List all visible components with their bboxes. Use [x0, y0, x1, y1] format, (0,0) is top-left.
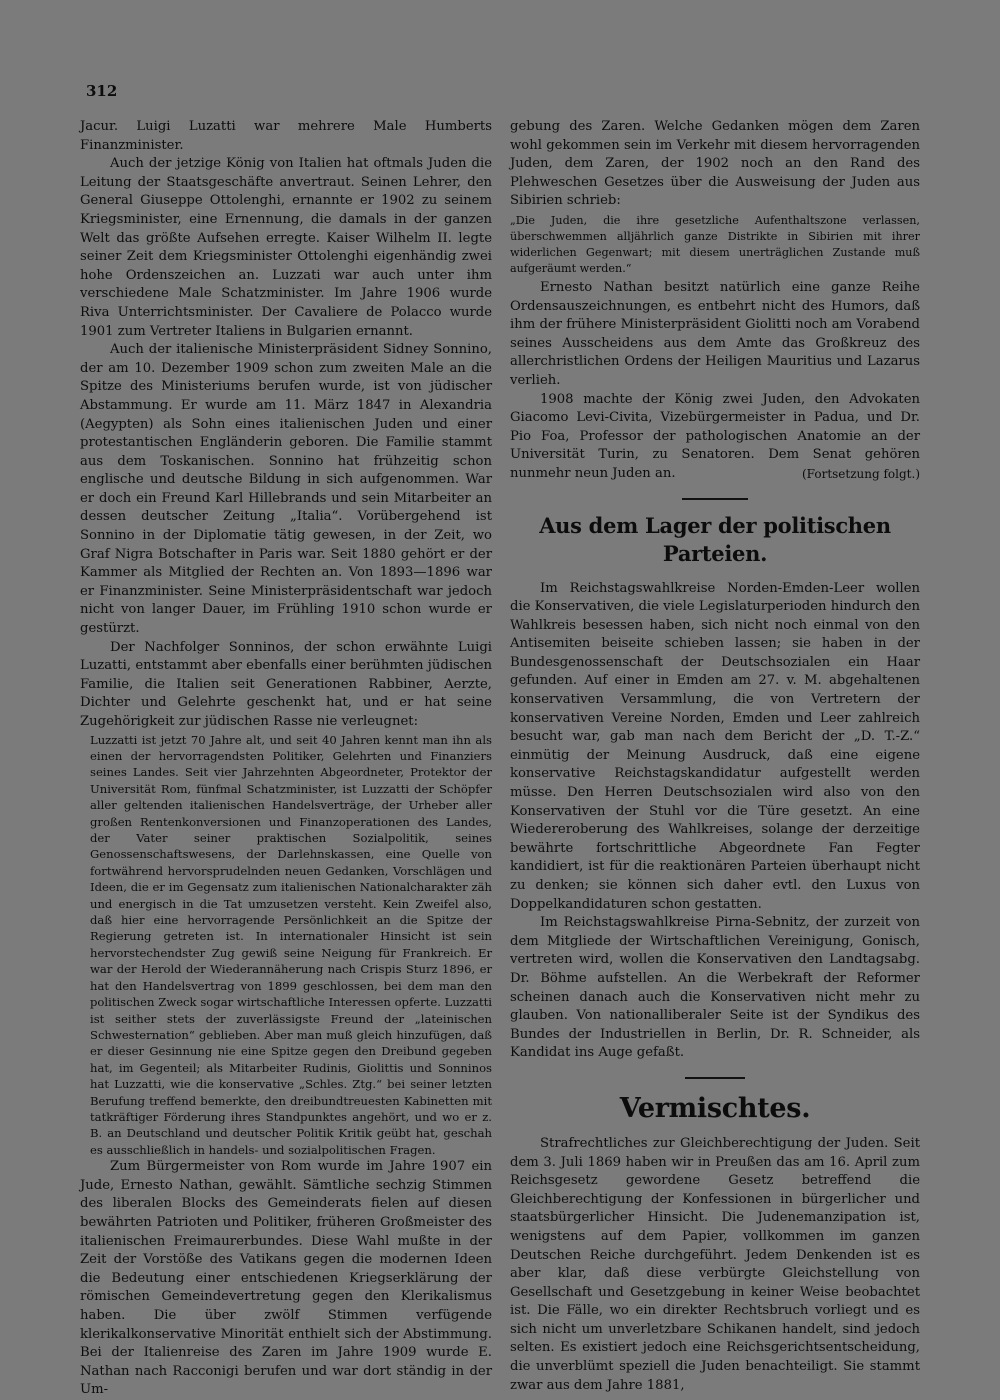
- left-column: [80, 118, 492, 1400]
- continued-note: (Fortsetzung folgt.): [802, 466, 920, 481]
- paragraph: Auch der jetzige König von Italien hat oftmals Juden die Leitung der Staatsgeschäfte anvertraut. Seinen Lehrer, den General Giuseppe Ottolenghi, ernannte er 1902 zu seinem Kriegsminister, eine Ernennung, die damals in der ganzen Welt das größte Aufsehen erregte. Kaiser Wilhelm II. legte seiner Zeit dem Kriegsminister Ottolenghi eigenhändig zwei hohe Ordenszeichen an. Luzzati war auch unter ihm verschiedene Male Schatzminister. Im Jahre 1906 wurde Riva Unterrichtsminister. Der Cavaliere de Polacco wurde 1901 zum Vertreter Italiens in Bulgarien ernannt.: [80, 156, 492, 339]
- paragraph: [510, 391, 920, 484]
- paragraph: Im Reichstagswahlkreise Norden-Emden-Leer wollen die Konservativen, die viele Legislaturperioden hindurch den Wahlkreis besessen haben, sich nicht noch einmal von den Antisemiten beiseite schieben lassen; sie haben in der Bundesgenossenschaft der Deutschsozialen ein Haar gefunden. Auf einer in Emden am 27. v. M. abgehaltenen konservativen Versammlung, die von Vertretern der konservativen Vereine Norden, Emden und Leer zahlreich besucht war, gab man nach dem Bericht der „D. T.-Z.“ einmütig der Meinung Ausdruck, daß eine eigene konservative Reichstagskandidatur aufgestellt werden müsse. Den Herren Deutschsozialen wird also von den Konservativen der Stuhl vor die Türe gesetzt. An eine Wiedereroberung des Wahlkreises, solange der derzeitige bewährte fortschrittliche Abgeordnete Fan Fegter kandidiert, ist für die reaktionären Parteien überhaupt nicht zu denken; sie können sich daher evtl. den Luxus von Doppelkandidaturen schon gestatten.: [510, 580, 920, 912]
- section-heading: Aus dem Lager der politischen Parteien.: [539, 512, 891, 566]
- right-column: [510, 118, 920, 1395]
- quoted-excerpt: „Die Juden, die ihre gesetzliche Aufenthaltszone verlassen, überschwemmen alljährlich ganze Distrikte in Sibirien mit ihrer widerlichen Gegenwart; mit diesem unerträglichen Zustande muß aufgeräumt werden.“: [510, 213, 920, 275]
- paragraph: Ernesto Nathan besitzt natürlich eine ganze Reihe Ordensauszeichnungen, es entbehrt nicht des Humors, daß ihm der frühere Ministerpräsident Giolitti noch am Vorabend seines Ausscheidens aus dem Amte das Großkreuz des allerchristlichen Ordens der Heiligen Mauritius und Lazarus verlieh.: [510, 279, 920, 388]
- quoted-excerpt: Luzzatti ist jetzt 70 Jahre alt, und seit 40 Jahren kennt man ihn als einen der hervorragendsten Politiker, Gelehrten und Finanziers seines Landes. Seit vier Jahrzehnten Abgeordneter, Protektor der Universität Rom, fünfmal Schatzminister, ist Luzzatti der Schöpfer aller geltenden italienischen Handelsverträge, der Urheber aller großen Rentenkonversionen und Finanzoperationen des Landes, der Vater seiner praktischen Sozialpolitik, seines Genossenschaftswesens, der Darlehnskassen, eine Quelle von fortwährend hervorsprudelnden neuen Gedanken, Vorschlägen und Ideen, die er im Gegensatz zum italienischen Nationalcharakter zäh und energisch in die Tat umzusetzen versteht. Kein Zweifel also, daß hier eine hervorragende Persönlichkeit an die Spitze der Regierung getreten ist. In internationaler Hinsicht ist sein hervorstechendster Zug gewiß seine Neigung für Frankreich. Er war der Herold der Wiederannäherung nach Crispis Sturz 1896, er hat den Handelsvertrag von 1899 geschlossen, bei dem man den politischen Zweck sogar wirtschaftliche Interessen opferte. Luzzatti ist seither stets der zuverlässigste Freund der „lateinischen Schwesternation“ geblieben. Aber man muß gleich hinzufügen, daß er dieser Gesinnung nie eine Spitze gegen den Dreibund gegeben hat, im Gegenteil; als Mitarbeiter Rudinis, Giolittis und Sonninos hat Luzzatti, wie die konservative „Schles. Ztg.“ bei seiner letzten Berufung treffend bemerkte, den dreibundtreuesten Kabinetten mit tatkräftiger Förderung ihres Standpunktes angehört, und wo er z. B. an Deutschland und deutscher Politik Kritik geübt hat, geschah es ausschließlich in handels- und sozialpolitischen Fragen.: [90, 732, 492, 1157]
- paragraph: Zum Bürgermeister von Rom wurde im Jahre 1907 ein Jude, Ernesto Nathan, gewählt. Sämtliche sechzig Stimmen des liberalen Blocks des Gemeinderats fielen auf diesen bewährten Patrioten und Politiker, früheren Großmeister des italienischen Freimaurerbundes. Diese Wahl mußte in der Zeit der Vorstöße des Vatikans gegen die modernen Ideen die Bedeutung einer entschiedenen Kriegserklärung der römischen Gemeindevertretung gegen den Klerikalismus haben. Die über zwölf Stimmen verfügende klerikalkonservative Minorität enthielt sich der Abstimmung. Bei der Italienreise des Zaren im Jahre 1909 wurde E. Nathan nach Racconigi berufen und war dort ständig in der Um-: [80, 1159, 492, 1398]
- section-divider: [682, 498, 748, 500]
- paragraph: Jacur. Luigi Luzatti war mehrere Male Humberts Finanzminister.: [80, 119, 492, 153]
- page-number: 312: [86, 82, 118, 100]
- section-divider: [685, 1077, 745, 1079]
- paragraph: Auch der italienische Ministerpräsident Sidney Sonnino, der am 10. Dezember 1909 schon zum zweiten Male an die Spitze des Ministeriums berufen wurde, ist von jüdischer Abstammung. Er wurde am 11. März 1847 in Alexandria (Aegypten) als Sohn eines italienischen Juden und einer protestantischen Engländerin geboren. Die Familie stammt aus dem Toskanischen. Sonnino hat frühzeitig schon englische und deutsche Bildung in sich aufgenommen. War er doch ein Freund Karl Hillebrands und sein Mitarbeiter an dessen deutscher Zeitung „Italia“. Vorübergehend ist Sonnino in der Diplomatie tätig gewesen, in der Zeit, wo Graf Nigra Botschafter in Paris war. Seit 1880 gehört er der Kammer als Mitglied der Rechten an. Von 1893—1896 war er Finanzminister. Seine Ministerpräsidentschaft war jedoch nicht von langer Dauer, im Frühling 1910 schon wurde er gestürzt.: [80, 342, 492, 637]
- paragraph-text: 1908 machte der König zwei Juden, den Advokaten Giacomo Levi-Civita, Vizebürgermeister in Padua, und Dr. Pio Foa, Professor der pathologischen Anatomie an der Universität Turin, zu Senatoren. Dem Senat gehören nunmehr neun Juden an.: [510, 391, 920, 481]
- paragraph-with-continuation: [510, 391, 920, 484]
- section-heading: Vermischtes.: [619, 1092, 811, 1124]
- paragraph: gebung des Zaren. Welche Gedanken mögen dem Zaren wohl gekommen sein im Verkehr mit diesem hervorragenden Juden, dem Zaren, der 1902 noch an den Rand des Plehweschen Gesetzes über die Ausweisung der Juden aus Sibirien schrieb:: [510, 119, 920, 209]
- paragraph: Im Reichstagswahlkreise Pirna-Sebnitz, der zurzeit von dem Mitgliede der Wirtschaftlichen Vereinigung, Gonisch, vertreten wird, wollen die Konservativen den Landtagsabg. Dr. Böhme aufstellen. An die Werbekraft der Reformer scheinen danach auch die Konservativen nicht mehr zu glauben. Von nationalliberaler Seite ist der Syndikus des Bundes der Industriellen in Berlin, Dr. R. Schneider, als Kandidat ins Auge gefaßt.: [510, 915, 920, 1061]
- paragraph: Der Nachfolger Sonninos, der schon erwähnte Luigi Luzatti, entstammt aber ebenfalls einer berühmten jüdischen Familie, die Italien seit Generationen Rabbiner, Aerzte, Dichter und Gelehrte geschenkt hat, und er hat seine Zugehörigkeit zur jüdischen Rasse nie verleugnet:: [80, 639, 492, 729]
- paragraph: Strafrechtliches zur Gleichberechtigung der Juden. Seit dem 3. Juli 1869 haben wir in Preußen das am 16. April zum Reichsgesetz gewordene Gesetz betreffend die Gleichberechtigung der Konfessionen in bürgerlicher und staatsbürgerlicher Hinsicht. Die Judenemanzipation ist, wenigstens auf dem Papier, vollkommen im ganzen Deutschen Reiche durchgeführt. Jedem Denkenden ist es aber klar, daß diese verbürgte Gleichstellung von Gesellschaft und Gesetzgebung in keiner Weise beobachtet ist. Die Fälle, wo ein direkter Rechtsbruch vorliegt und es sich nicht um unverletzbare Schikanen handelt, sind jedoch selten. Es existiert jedoch eine Reichsgerichtsentscheidung, die unverblümt speziell die Juden benachteiligt. Sie stammt zwar aus dem Jahre 1881,: [510, 1135, 920, 1393]
